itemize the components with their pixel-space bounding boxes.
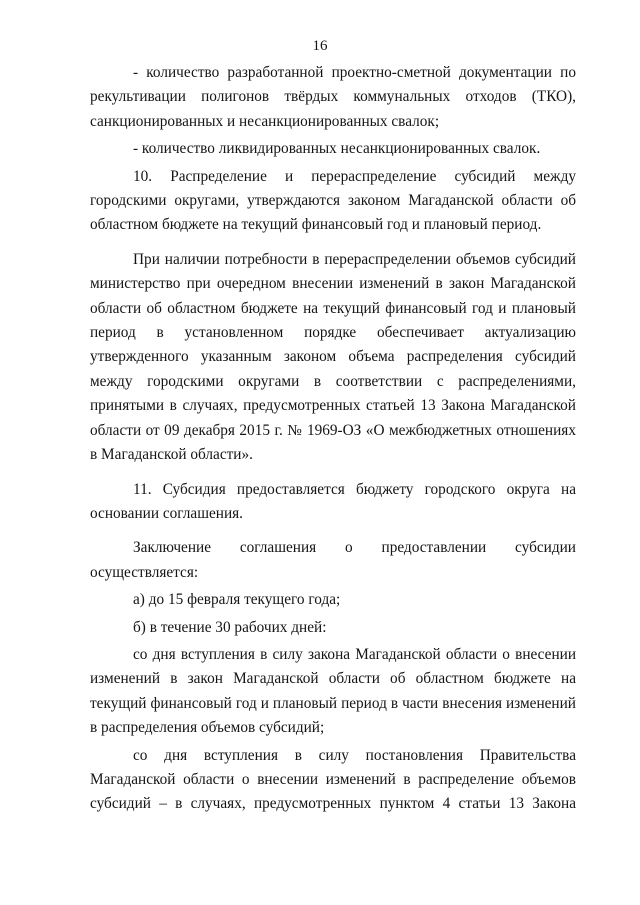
paragraph-subitem-a: а) до 15 февраля текущего года; — [133, 591, 341, 609]
paragraph-subitem-b: б) в течение 30 рабочих дней: — [133, 618, 327, 636]
page-number: 16 — [312, 38, 328, 54]
paragraph-agreement-conclusion: Заключение соглашения о предоставлении субсидии осуществляется: — [90, 539, 576, 581]
paragraph-resolution-entry-into-force: со дня вступления в силу постановления Правительства Магаданской области о внесении изменений в распределение объемов субсидий – в случаях, предусмотренных пунктом 4 статьи 13 Закона — [90, 746, 576, 813]
paragraph-liquidated-dumps-count: - количество ликвидированных несанкционированных свалок. — [133, 140, 541, 158]
paragraph-item-11: 11. Субсидия предоставляется бюджету городского округа на основании соглашения. — [90, 480, 576, 522]
paragraph-redistribution: При наличии потребности в перераспределении объемов субсидий министерство при очередном внесении изменений в закон Магаданской области об областном бюджете на текущий финансовый год и плановый период в установленном порядке обеспечивает актуализацию утвержденного указанным законом объема распределения субсидий между городскими округами в соответствии с распределениями, принятыми в случаях, предусмотренных статьей 13 Закона Магаданской области от 09 декабря 2015 г. № 1969-ОЗ «О межбюджетных отношениях в Магаданской области». — [90, 250, 576, 464]
paragraph-item-10: 10. Распределение и перераспределение субсидий между городскими округами, утверждаются законом Магаданской области об областном бюджете на текущий финансовый год и плановый период. — [90, 167, 576, 234]
paragraph-law-entry-into-force: со дня вступления в силу закона Магаданской области о внесении изменений в закон Магаданской области об областном бюджете на текущий финансовый год и плановый период в части внесения изменений в распределения объемов субсидий; — [90, 645, 576, 737]
paragraph-project-documentation-count: - количество разработанной проектно-сметной документации по рекультивации полигонов твёрдых коммунальных отходов (ТКО), санкционированных и несанкционированных свалок; — [90, 64, 576, 130]
document-body — [90, 61, 576, 817]
